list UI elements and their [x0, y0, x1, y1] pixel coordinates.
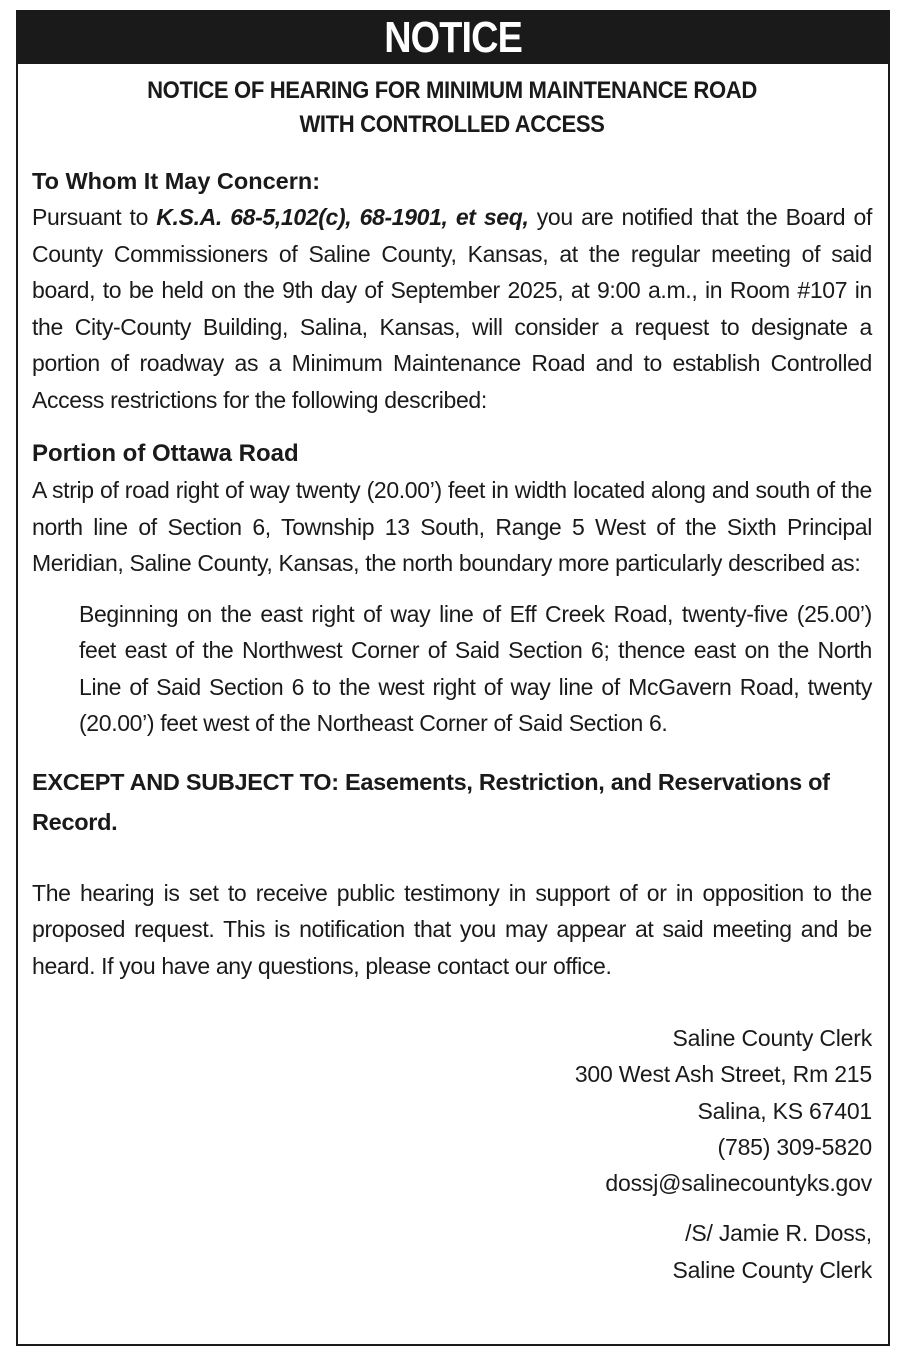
header-bar: [18, 12, 888, 64]
signature-block: [32, 1215, 872, 1288]
signature-title: Saline County Clerk: [672, 1256, 872, 1283]
signature-name: /S/ Jamie R. Doss,: [685, 1220, 872, 1247]
notice-subhead: [66, 74, 839, 142]
road-description: A strip of road right of way twenty (20.00’) feet in width located along and south of the north line of Section 6, Township 13 South, Range 5 West of the Sixth Principal Meridian, Saline County, Kansas, the north boundary more particularly described as:: [32, 477, 872, 576]
subhead-line-1: NOTICE OF HEARING FOR MINIMUM MAINTENANCE ROAD: [147, 77, 757, 104]
intro-rest: you are notified that the Board of County Commissioners of Saline County, Kansas, at the regular meeting of said board, to be held on the 9th day of September 2025, at 9:00 a.m., in Room #107 in the City-County Building, Salina, Kansas, will consider a request to designate a portion of roadway as a Minimum Maintenance Road and to establish Controlled Access restrictions for the following described:: [32, 204, 872, 413]
notice-frame: [16, 10, 890, 1346]
contact-email: dossj@salinecountyks.gov: [605, 1170, 872, 1197]
road-section-heading: Portion of Ottawa Road: [32, 440, 299, 467]
contact-street: 300 West Ash Street, Rm 215: [574, 1061, 872, 1088]
contact-city: Salina, KS 67401: [697, 1097, 872, 1124]
intro-paragraph: [32, 199, 872, 418]
notice-content: [18, 74, 888, 1288]
greeting: To Whom It May Concern:: [32, 168, 321, 194]
contact-block: [32, 1020, 872, 1201]
intro-lead: Pursuant to: [32, 204, 157, 230]
hearing-paragraph: The hearing is set to receive public testimony in support of or in opposition to the proposed request. This is notification that you may appear at said meeting and be heard. If you have any questions, please contact our office.: [32, 879, 872, 979]
subhead-line-2: WITH CONTROLLED ACCESS: [299, 111, 605, 138]
statute-reference: K.S.A. 68-5,102(c), 68-1901, et seq,: [156, 204, 529, 230]
boundary-description: Beginning on the east right of way line of Eff Creek Road, twenty-five (25.00’) feet east of the Northwest Corner of Said Section 6; thence east on the North Line of Said Section 6 to the west right of way line of McGavern Road, twenty (20.00’) feet west of the Northeast Corner of Said Section 6.: [79, 600, 872, 736]
except-clause: EXCEPT AND SUBJECT TO: Easements, Restriction, and Reservations of Record.: [32, 768, 830, 835]
notice-title: NOTICE: [384, 13, 522, 62]
contact-office: Saline County Clerk: [672, 1025, 872, 1051]
contact-phone: (785) 309-5820: [717, 1133, 872, 1160]
